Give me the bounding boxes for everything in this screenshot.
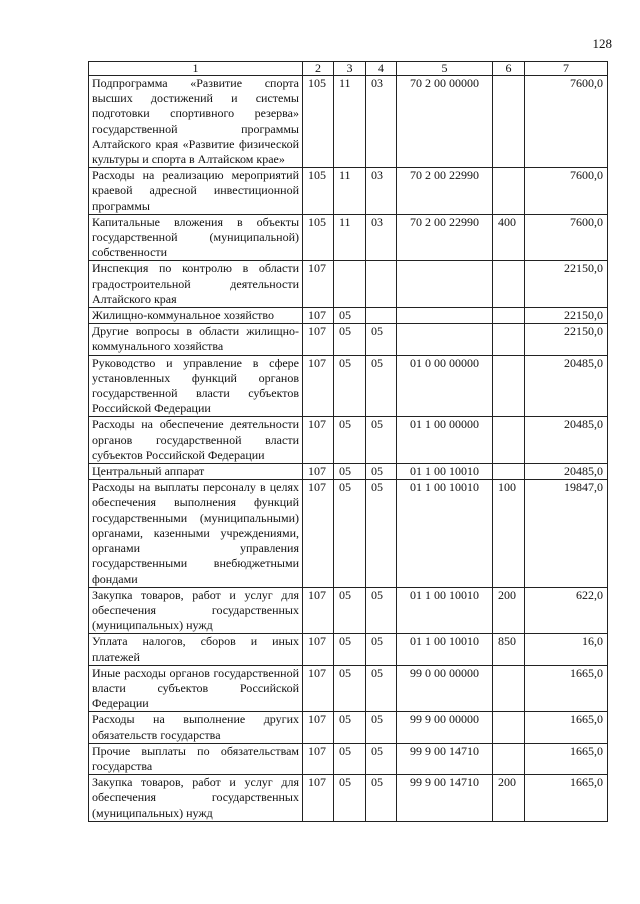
subsection-code-cell: 05 xyxy=(366,712,397,743)
item-name-cell: Расходы на реализацию мероприятий краевой адресной инвестиционной программы xyxy=(89,168,303,215)
amount-cell: 19847,0 xyxy=(525,480,608,587)
subsection-code-cell xyxy=(366,261,397,308)
expense-type-cell xyxy=(493,417,525,464)
section-code-cell: 05 xyxy=(334,665,366,712)
table-row xyxy=(89,76,608,168)
item-name-cell: Расходы на выполнение других обязательств государства xyxy=(89,712,303,743)
target-article-cell: 70 2 00 22990 xyxy=(397,214,493,261)
subsection-code-cell: 05 xyxy=(366,464,397,480)
amount-cell: 7600,0 xyxy=(525,76,608,168)
admin-code-cell: 105 xyxy=(303,76,334,168)
expense-type-cell xyxy=(493,712,525,743)
expense-type-cell xyxy=(493,308,525,324)
item-name-cell: Капитальные вложения в объекты государственной (муниципальной) собственности xyxy=(89,214,303,261)
item-name-cell: Расходы на обеспечение деятельности органов государственной власти субъектов Российской Федерации xyxy=(89,417,303,464)
item-name-cell: Жилищно-коммунальное хозяйство xyxy=(89,308,303,324)
amount-cell: 20485,0 xyxy=(525,464,608,480)
expense-type-cell xyxy=(493,76,525,168)
table-row xyxy=(89,712,608,743)
table-row xyxy=(89,480,608,587)
amount-cell: 1665,0 xyxy=(525,775,608,822)
table-row xyxy=(89,775,608,822)
section-code-cell: 05 xyxy=(334,634,366,665)
section-code-cell: 05 xyxy=(334,324,366,355)
admin-code-cell: 107 xyxy=(303,355,334,417)
expense-type-cell xyxy=(493,261,525,308)
expense-type-cell: 200 xyxy=(493,587,525,634)
table-row xyxy=(89,587,608,634)
amount-cell: 7600,0 xyxy=(525,214,608,261)
expense-type-cell: 400 xyxy=(493,214,525,261)
section-code-cell: 11 xyxy=(334,76,366,168)
admin-code-cell: 107 xyxy=(303,743,334,774)
column-header: 1 xyxy=(89,62,303,76)
expense-type-cell xyxy=(493,743,525,774)
target-article-cell: 99 9 00 14710 xyxy=(397,743,493,774)
target-article-cell: 99 9 00 14710 xyxy=(397,775,493,822)
table-header-row xyxy=(89,62,608,76)
target-article-cell: 70 2 00 22990 xyxy=(397,168,493,215)
section-code-cell: 05 xyxy=(334,480,366,587)
amount-cell: 22150,0 xyxy=(525,324,608,355)
item-name-cell: Закупка товаров, работ и услуг для обеспечения государственных (муниципальных) нужд xyxy=(89,587,303,634)
subsection-code-cell: 05 xyxy=(366,665,397,712)
item-name-cell: Инспекция по контролю в области градостроительной деятельности Алтайского края xyxy=(89,261,303,308)
amount-cell: 1665,0 xyxy=(525,712,608,743)
budget-table xyxy=(88,61,608,822)
subsection-code-cell: 05 xyxy=(366,417,397,464)
table-row xyxy=(89,261,608,308)
column-header: 4 xyxy=(366,62,397,76)
admin-code-cell: 107 xyxy=(303,665,334,712)
amount-cell: 22150,0 xyxy=(525,308,608,324)
target-article-cell: 01 1 00 10010 xyxy=(397,464,493,480)
item-name-cell: Другие вопросы в области жилищно-коммунального хозяйства xyxy=(89,324,303,355)
section-code-cell: 11 xyxy=(334,168,366,215)
admin-code-cell: 105 xyxy=(303,168,334,215)
target-article-cell: 01 1 00 10010 xyxy=(397,634,493,665)
item-name-cell: Прочие выплаты по обязательствам государства xyxy=(89,743,303,774)
section-code-cell: 05 xyxy=(334,464,366,480)
expense-type-cell: 850 xyxy=(493,634,525,665)
target-article-cell xyxy=(397,308,493,324)
admin-code-cell: 107 xyxy=(303,480,334,587)
amount-cell: 20485,0 xyxy=(525,355,608,417)
target-article-cell: 01 1 00 00000 xyxy=(397,417,493,464)
admin-code-cell: 107 xyxy=(303,324,334,355)
item-name-cell: Закупка товаров, работ и услуг для обеспечения государственных (муниципальных) нужд xyxy=(89,775,303,822)
subsection-code-cell: 05 xyxy=(366,743,397,774)
admin-code-cell: 107 xyxy=(303,587,334,634)
amount-cell: 622,0 xyxy=(525,587,608,634)
amount-cell: 1665,0 xyxy=(525,743,608,774)
item-name-cell: Руководство и управление в сфере установленных функций органов государственной власти субъектов Российской Федерации xyxy=(89,355,303,417)
table-body xyxy=(89,76,608,822)
amount-cell: 20485,0 xyxy=(525,417,608,464)
expense-type-cell: 100 xyxy=(493,480,525,587)
target-article-cell: 01 1 00 10010 xyxy=(397,480,493,587)
item-name-cell: Подпрограмма «Развитие спорта высших достижений и системы подготовки спортивного резерва» государственной программы Алтайского края «Развитие физической культуры и спорта в Алтайском крае» xyxy=(89,76,303,168)
column-header: 3 xyxy=(334,62,366,76)
item-name-cell: Расходы на выплаты персоналу в целях обеспечения выполнения функций государственными (муниципальными) органами, казенными учреждениями, органами управления государственными внебюджетными фондами xyxy=(89,480,303,587)
subsection-code-cell xyxy=(366,308,397,324)
subsection-code-cell: 05 xyxy=(366,775,397,822)
target-article-cell: 01 1 00 10010 xyxy=(397,587,493,634)
admin-code-cell: 107 xyxy=(303,464,334,480)
admin-code-cell: 105 xyxy=(303,214,334,261)
admin-code-cell: 107 xyxy=(303,261,334,308)
section-code-cell: 05 xyxy=(334,712,366,743)
amount-cell: 7600,0 xyxy=(525,168,608,215)
table-row xyxy=(89,214,608,261)
section-code-cell: 05 xyxy=(334,775,366,822)
expense-type-cell xyxy=(493,355,525,417)
subsection-code-cell: 05 xyxy=(366,324,397,355)
admin-code-cell: 107 xyxy=(303,308,334,324)
subsection-code-cell: 05 xyxy=(366,355,397,417)
item-name-cell: Иные расходы органов государственной власти субъектов Российской Федерации xyxy=(89,665,303,712)
table-row xyxy=(89,417,608,464)
table-row xyxy=(89,464,608,480)
expense-type-cell xyxy=(493,168,525,215)
section-code-cell: 05 xyxy=(334,743,366,774)
target-article-cell: 99 9 00 00000 xyxy=(397,712,493,743)
admin-code-cell: 107 xyxy=(303,712,334,743)
column-header: 6 xyxy=(493,62,525,76)
table-row xyxy=(89,324,608,355)
table-row xyxy=(89,634,608,665)
amount-cell: 1665,0 xyxy=(525,665,608,712)
target-article-cell: 70 2 00 00000 xyxy=(397,76,493,168)
target-article-cell xyxy=(397,324,493,355)
expense-type-cell xyxy=(493,464,525,480)
column-header: 2 xyxy=(303,62,334,76)
admin-code-cell: 107 xyxy=(303,775,334,822)
column-header: 7 xyxy=(525,62,608,76)
table-row xyxy=(89,665,608,712)
amount-cell: 22150,0 xyxy=(525,261,608,308)
subsection-code-cell: 05 xyxy=(366,587,397,634)
amount-cell: 16,0 xyxy=(525,634,608,665)
expense-type-cell xyxy=(493,665,525,712)
admin-code-cell: 107 xyxy=(303,417,334,464)
expense-type-cell xyxy=(493,324,525,355)
section-code-cell xyxy=(334,261,366,308)
subsection-code-cell: 03 xyxy=(366,76,397,168)
admin-code-cell: 107 xyxy=(303,634,334,665)
section-code-cell: 05 xyxy=(334,308,366,324)
subsection-code-cell: 05 xyxy=(366,480,397,587)
target-article-cell: 01 0 00 00000 xyxy=(397,355,493,417)
subsection-code-cell: 03 xyxy=(366,168,397,215)
section-code-cell: 05 xyxy=(334,587,366,634)
target-article-cell: 99 0 00 00000 xyxy=(397,665,493,712)
section-code-cell: 05 xyxy=(334,355,366,417)
item-name-cell: Уплата налогов, сборов и иных платежей xyxy=(89,634,303,665)
table-row xyxy=(89,308,608,324)
section-code-cell: 11 xyxy=(334,214,366,261)
column-header: 5 xyxy=(397,62,493,76)
page-number: 128 xyxy=(592,36,612,51)
subsection-code-cell: 03 xyxy=(366,214,397,261)
table-row xyxy=(89,743,608,774)
expense-type-cell: 200 xyxy=(493,775,525,822)
target-article-cell xyxy=(397,261,493,308)
table-row xyxy=(89,355,608,417)
section-code-cell: 05 xyxy=(334,417,366,464)
item-name-cell: Центральный аппарат xyxy=(89,464,303,480)
subsection-code-cell: 05 xyxy=(366,634,397,665)
table-row xyxy=(89,168,608,215)
